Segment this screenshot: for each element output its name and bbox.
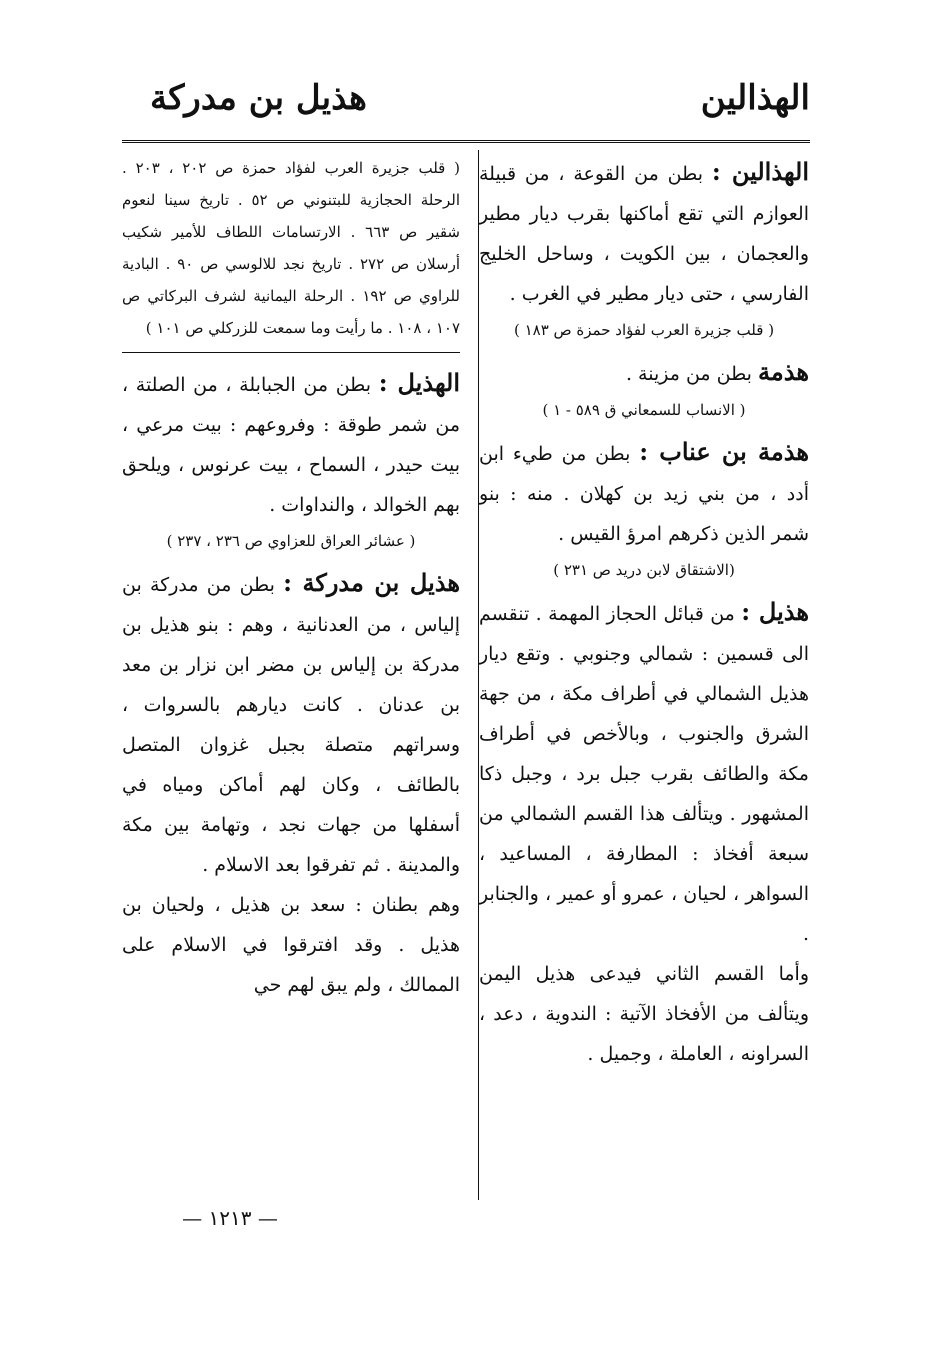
entry-text: بطن من مزينة . <box>625 363 752 385</box>
entry-text: من قبائل الحجاز المهمة . تنقسم الى قسمين : شمالي وجنوبي . وتقع ديار هذيل الشمالي في أطراف مكة ، من جهة الشرق والجنوب ، وبالأخص في أطراف مكة والطائف بقرب جبل برد ، وجبل ذكا المشهور . ويتألف هذا القسم الشمالي من سبعة أفخاذ : المطارفة ، المساعيد ، السواهر ، لحيان ، عمرو أو عمير ، والجنابر . <box>479 603 809 945</box>
running-header <box>120 78 810 128</box>
entry-hudhayl-ibn-mudrika <box>122 563 460 885</box>
entry-al-hudhayl <box>122 363 460 525</box>
citation: ( قلب جزيرة العرب لفؤاد حمزة ص ١٨٣ ) <box>513 321 775 339</box>
entry-head: هذيل : <box>741 597 810 626</box>
entry-head: الهذالين : <box>711 157 809 186</box>
citation: ( الانساب للسمعاني ق ٥٨٩ - ١ ) <box>542 401 746 419</box>
entry-hadhalin <box>479 152 809 314</box>
entry-hudhayl-continued: وأما القسم الثاني فيدعى هذيل اليمن ويتألف من الأفخاذ الآتية : الندوية ، دعد ، السراونه ، العاملة ، وجميل . <box>479 963 809 1065</box>
entry-head: هذيل بن مدركة : <box>283 568 460 597</box>
left-column <box>122 152 460 1005</box>
section-separator <box>122 352 460 353</box>
citation: ( عشائر العراق للعزاوي ص ٢٣٦ ، ٢٣٧ ) <box>166 532 416 550</box>
entry-hudhayl <box>479 592 809 954</box>
entry-head: هذمة بن عناب : <box>639 437 809 466</box>
entry-hudhma <box>479 352 809 394</box>
entry-hudhma-ibn-annab <box>479 432 809 554</box>
entry-hudhayl-ibn-mudrika-continued: وهم بطنان : سعد بن هذيل ، ولحيان بن هذيل . وقد افترقوا في الاسلام على الممالك ، ولم يبق لهم حي <box>122 894 460 996</box>
header-right-title: الهذالين <box>700 78 810 118</box>
entry-head: الهذيل : <box>378 368 460 397</box>
entry-text: بطن من القوعة ، من قبيلة العوازم التي تقع أماكنها بقرب ديار مطير والعجمان ، بين الكويت ، وساحل الخليج الفارسي ، حتى ديار مطير في الغرب . <box>479 163 809 305</box>
header-rule <box>122 140 810 146</box>
entry-text: بطن من مدركة بن إلياس ، من العدنانية ، وهم : بنو هذيل بن مدركة بن إلياس بن مضر ابن نزار بن معد بن عدنان . كانت ديارهم بالسروات ، وسراتهم متصلة بجبل غزوان المتصل بالطائف ، وكان لهم أماكن ومياه في أسفلها من جهات نجد ، وتهامة بين مكة والمدينة . ثم تفرقوا بعد الاسلام . <box>122 574 460 876</box>
page-number: — ١٢١٣ — <box>182 1206 278 1230</box>
header-left-title: هذيل بن مدركة <box>150 78 367 118</box>
entry-text: بطن من الجبابلة ، من الصلتة ، من شمر طوقة : وفروعهم : بيت مرعي ، بيت حيدر ، السماح ، بيت عرنوس ، ويلحق بهم الخوالد ، والنداوات . <box>122 374 460 516</box>
entry-text: بطن من طيء ابن أدد ، من بني زيد بن كهلان . منه : بنو شمر الذين ذكرهم امرؤ القيس . <box>479 443 809 545</box>
right-column <box>479 152 809 1074</box>
citation: (الاشتقاق لابن دريد ص ٢٣١ ) <box>553 561 735 579</box>
citation: ( قلب جزيرة العرب لفؤاد حمزة ص ٢٠٢ ، ٢٠٣ . الرحلة الحجازية للبتنوني ص ٥٢ . تاريخ سينا لنعوم شقير ص ٦٦٣ . الارتسامات اللطاف للأمير شكيب أرسلان ص ٢٧٢ . تاريخ نجد للالوسي ص ٩٠ . البادية للراوي ص ١٩٢ . الرحلة اليمانية لشرف البركاتي ص ١٠٧ ، ١٠٨ . ما رأيت وما سمعت للزركلي ص ١٠١ ) <box>122 159 460 337</box>
entry-head: هذمة <box>758 357 809 386</box>
